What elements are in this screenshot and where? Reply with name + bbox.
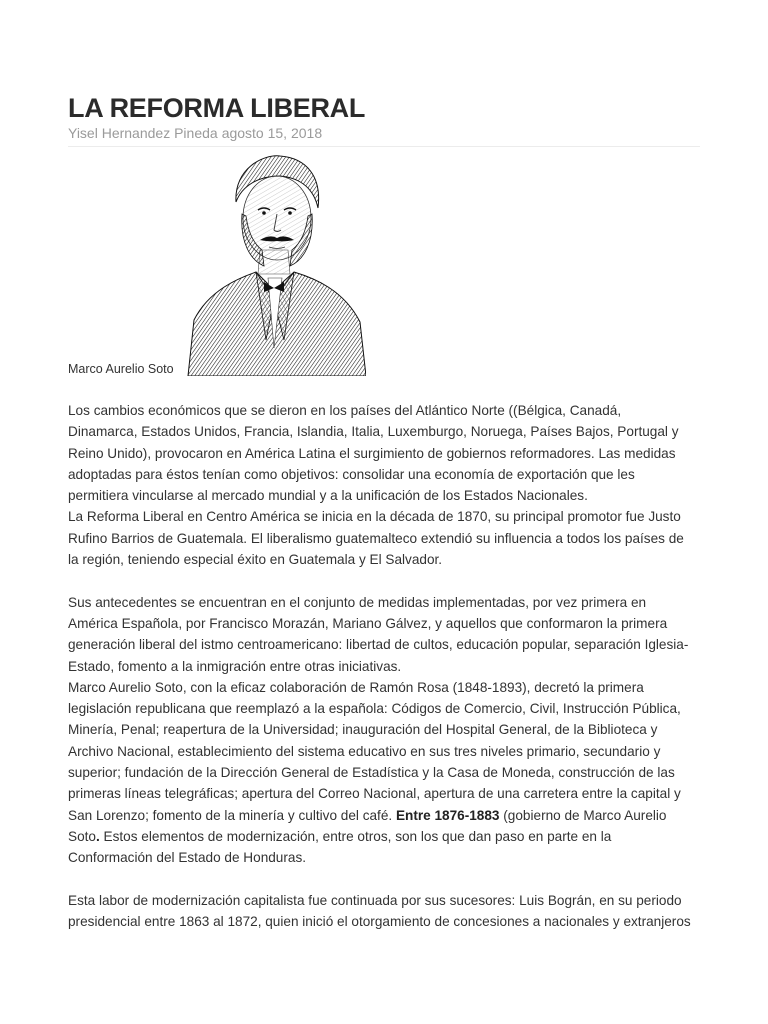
paragraph-1 bbox=[68, 400, 708, 570]
text-line: superior; fundación de la Dirección General de Estadística y la Casa de Moneda, construcción de las bbox=[68, 765, 675, 781]
article-body bbox=[68, 400, 708, 932]
text-run: (gobierno de Marco Aurelio bbox=[499, 807, 667, 823]
post-title: LA REFORMA LIBERAL bbox=[68, 93, 366, 123]
text-line-mixed bbox=[68, 826, 708, 847]
text-line: Esta labor de modernización capitalista fue continuada por sus sucesores: Luis Bográn, en su periodo bbox=[68, 892, 682, 908]
text-line: La Reforma Liberal en Centro América se inicia en la década de 1870, su principal promotor fue Justo bbox=[68, 509, 681, 525]
paragraph-gap bbox=[68, 570, 708, 591]
text-line: Reino Unido), provocaron en América Latina el surgimiento de gobiernos reformadores. Las medidas bbox=[68, 445, 676, 461]
text-line: Rufino Barrios de Guatemala. El liberalismo guatemalteco extendió su influencia a todos los países de bbox=[68, 530, 684, 546]
text-run: Estos elementos de modernización, entre otros, son los que dan paso en parte en la bbox=[99, 828, 612, 844]
text-line: Conformación del Estado de Honduras. bbox=[68, 850, 307, 866]
text-line: adoptadas para éstos tenían como objetivos: consolidar una economía de exportación que les bbox=[68, 466, 635, 482]
text-line: Estado, fomento a la inmigración entre otras iniciativas. bbox=[68, 658, 402, 674]
text-line: América Española, por Francisco Morazán, Mariano Gálvez, y aquellos que conformaron la primera bbox=[68, 615, 668, 631]
title-divider bbox=[68, 146, 700, 147]
post-author[interactable]: Yisel Hernandez Pineda bbox=[68, 125, 218, 141]
bold-text-run: . bbox=[95, 828, 100, 844]
text-line-mixed bbox=[68, 805, 708, 826]
paragraph-2 bbox=[68, 592, 708, 869]
paragraph-3 bbox=[68, 890, 708, 933]
post-meta bbox=[68, 124, 326, 142]
text-line: Archivo Nacional, establecimiento del sistema educativo en sus tres niveles primario, secundario y bbox=[68, 743, 661, 759]
text-line: primeras líneas telegráficas; apertura del Correo Nacional, apertura de una carretera entre la capital y bbox=[68, 786, 681, 802]
bold-text-run: Entre 1876-1883 bbox=[395, 807, 500, 823]
text-line: Minería, Penal; reapertura de la Universidad; inauguración del Hospital General, de la Biblioteca y bbox=[68, 722, 658, 738]
text-line: Los cambios económicos que se dieron en los países del Atlántico Norte ((Bélgica, Canadá, bbox=[68, 403, 622, 418]
text-line: Marco Aurelio Soto, con la eficaz colaboración de Ramón Rosa (1848-1893), decretó la primera bbox=[68, 679, 644, 695]
image-caption: Marco Aurelio Soto bbox=[68, 362, 174, 376]
text-line: permitiera vincularse al mercado mundial y a la unificación de los Estados Nacionales. bbox=[68, 488, 588, 504]
text-line: la región, teniendo especial éxito en Guatemala y El Salvador. bbox=[68, 552, 443, 568]
paragraph-gap bbox=[68, 869, 708, 890]
text-line: Sus antecedentes se encuentran en el conjunto de medidas implementadas, por vez primera en bbox=[68, 594, 647, 610]
text-line: legislación republicana que reemplazó a la española: Códigos de Comercio, Civil, Instrucción Pública, bbox=[68, 701, 681, 717]
text-run: San Lorenzo; fomento de la minería y cultivo del café. bbox=[68, 807, 396, 823]
text-line: generación liberal del istmo centroamericano: libertad de cultos, educación popular, separación Iglesia- bbox=[68, 637, 689, 653]
text-run: Soto bbox=[68, 828, 96, 844]
text-line: Dinamarca, Estados Unidos, Francia, Islandia, Italia, Luxemburgo, Noruega, Países Bajos, Portugal y bbox=[68, 424, 679, 440]
portrait-image bbox=[184, 150, 366, 376]
post-date: agosto 15, 2018 bbox=[221, 125, 323, 141]
text-line: presidencial entre 1863 al 1872, quien inició el otorgamiento de concesiones a nacionales y extranjeros bbox=[68, 914, 691, 930]
